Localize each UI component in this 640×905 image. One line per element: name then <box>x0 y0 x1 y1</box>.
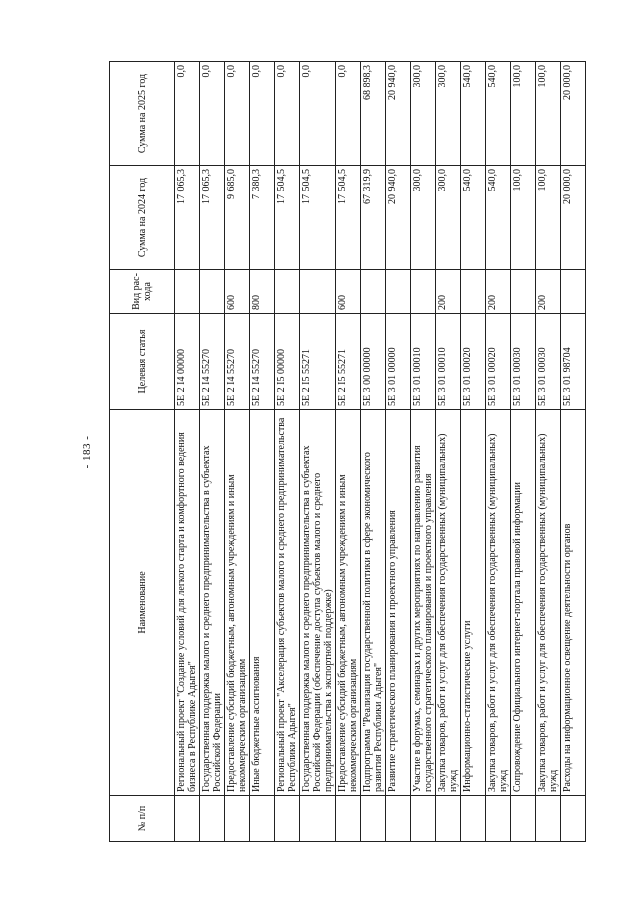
cell-num <box>511 796 536 842</box>
cell-type <box>275 270 300 314</box>
cell-sum-2025: 0,0 <box>336 62 361 166</box>
cell-type <box>386 270 411 314</box>
cell-sum-2025: 20 940,0 <box>386 62 411 166</box>
cell-type <box>411 270 436 314</box>
table-row <box>361 62 386 842</box>
cell-name: Государственная поддержка малого и среднего предпринимательства в субъектах Российской Федерации (обеспечение доступа субъектов малого и среднего предпринимательства к экспортной поддержке) <box>300 410 336 796</box>
cell-num <box>411 796 436 842</box>
cell-sum-2025: 20 000,0 <box>561 62 586 166</box>
cell-code: 5Е 3 01 00010 <box>436 314 461 410</box>
cell-sum-2024: 300,0 <box>411 166 436 270</box>
budget-table <box>109 61 586 842</box>
cell-sum-2024: 17 504,5 <box>336 166 361 270</box>
cell-name: Участие в форумах, семинарах и других мероприятиях по направлению развития государственного стратегического планирования и проектного управления <box>411 410 436 796</box>
cell-type <box>461 270 486 314</box>
cell-sum-2024: 9 685,0 <box>225 166 250 270</box>
cell-sum-2024: 100,0 <box>536 166 561 270</box>
cell-num <box>436 796 461 842</box>
cell-sum-2024: 17 065,3 <box>175 166 200 270</box>
cell-sum-2025: 68 898,3 <box>361 62 386 166</box>
cell-code: 5Е 3 01 00020 <box>486 314 511 410</box>
cell-sum-2024: 17 065,3 <box>200 166 225 270</box>
table-header-row <box>110 62 175 842</box>
cell-sum-2025: 0,0 <box>225 62 250 166</box>
table-row <box>336 62 361 842</box>
cell-sum-2025: 0,0 <box>175 62 200 166</box>
cell-type <box>300 270 336 314</box>
header-name: Наименование <box>110 410 175 796</box>
table-row <box>200 62 225 842</box>
cell-name: Закупка товаров, работ и услуг для обеспечения государственных (муниципальных) нужд <box>536 410 561 796</box>
cell-num <box>200 796 225 842</box>
header-type: Вид рас-хода <box>110 270 175 314</box>
cell-sum-2024: 540,0 <box>461 166 486 270</box>
table-row <box>225 62 250 842</box>
cell-num <box>336 796 361 842</box>
cell-sum-2024: 20 940,0 <box>386 166 411 270</box>
cell-type: 200 <box>436 270 461 314</box>
cell-code: 5Е 3 01 00020 <box>461 314 486 410</box>
table-row <box>300 62 336 842</box>
cell-name: Расходы на информационное освещение деятельности органов <box>561 410 586 796</box>
header-num: № п/п <box>110 796 175 842</box>
cell-num <box>175 796 200 842</box>
page-number: - 183 - <box>81 435 93 469</box>
cell-name: Региональный проект "Создание условий для легкого старта и комфортного ведения бизнеса в Республике Адыгея" <box>175 410 200 796</box>
cell-code: 5Е 2 I4 55270 <box>200 314 225 410</box>
cell-sum-2025: 540,0 <box>486 62 511 166</box>
cell-num <box>275 796 300 842</box>
cell-code: 5Е 2 I4 55270 <box>225 314 250 410</box>
cell-sum-2025: 0,0 <box>200 62 225 166</box>
rotated-page-content <box>81 62 573 842</box>
header-code: Целевая статья <box>110 314 175 410</box>
cell-sum-2024: 20 000,0 <box>561 166 586 270</box>
cell-code: 5Е 2 I4 55270 <box>250 314 275 410</box>
header-sum-2025: Сумма на 2025 год <box>110 62 175 166</box>
header-sum-2024: Сумма на 2024 год <box>110 166 175 270</box>
cell-sum-2025: 100,0 <box>536 62 561 166</box>
cell-num <box>486 796 511 842</box>
table-body <box>175 62 586 842</box>
cell-type: 200 <box>486 270 511 314</box>
cell-code: 5Е 3 01 00030 <box>511 314 536 410</box>
cell-type <box>175 270 200 314</box>
cell-num <box>461 796 486 842</box>
cell-type: 600 <box>225 270 250 314</box>
table-row <box>386 62 411 842</box>
cell-code: 5Е 2 I5 00000 <box>275 314 300 410</box>
cell-num <box>386 796 411 842</box>
table-row <box>536 62 561 842</box>
table-row <box>250 62 275 842</box>
cell-name: Сопровождение Официального интернет-портала правовой информации <box>511 410 536 796</box>
cell-sum-2024: 17 504,5 <box>300 166 336 270</box>
cell-sum-2024: 67 319,9 <box>361 166 386 270</box>
cell-num <box>225 796 250 842</box>
table-row <box>486 62 511 842</box>
cell-code: 5Е 3 01 98704 <box>561 314 586 410</box>
cell-name: Закупка товаров, работ и услуг для обеспечения государственных (муниципальных) нужд <box>486 410 511 796</box>
cell-sum-2024: 17 504,5 <box>275 166 300 270</box>
cell-name: Подпрограмма "Реализация государственной политики в сфере экономического развития Республики Адыгея" <box>361 410 386 796</box>
cell-name: Развитие стратегического планирования и проектного управления <box>386 410 411 796</box>
cell-code: 5Е 3 00 00000 <box>361 314 386 410</box>
cell-code: 5Е 2 I5 55271 <box>336 314 361 410</box>
cell-code: 5Е 2 I5 55271 <box>300 314 336 410</box>
cell-sum-2024: 540,0 <box>486 166 511 270</box>
cell-num <box>300 796 336 842</box>
cell-name: Закупка товаров, работ и услуг для обеспечения государственных (муниципальных) нужд <box>436 410 461 796</box>
cell-type: 200 <box>536 270 561 314</box>
cell-code: 5Е 3 01 00030 <box>536 314 561 410</box>
cell-sum-2024: 100,0 <box>511 166 536 270</box>
table-row <box>175 62 200 842</box>
cell-type: 800 <box>250 270 275 314</box>
cell-type <box>511 270 536 314</box>
table-row <box>561 62 586 842</box>
cell-num <box>561 796 586 842</box>
cell-sum-2024: 300,0 <box>436 166 461 270</box>
cell-num <box>250 796 275 842</box>
cell-name: Предоставление субсидий бюджетным, автономным учреждениям и иным некоммерческим организациям <box>225 410 250 796</box>
cell-name: Государственная поддержка малого и среднего предпринимательства в субъектах Российской Федерации <box>200 410 225 796</box>
cell-code: 5Е 3 01 00000 <box>386 314 411 410</box>
cell-sum-2025: 100,0 <box>511 62 536 166</box>
cell-sum-2024: 7 380,3 <box>250 166 275 270</box>
table-row <box>436 62 461 842</box>
cell-code: 5Е 3 01 00010 <box>411 314 436 410</box>
cell-sum-2025: 300,0 <box>411 62 436 166</box>
cell-num <box>361 796 386 842</box>
table-row <box>411 62 436 842</box>
cell-type <box>361 270 386 314</box>
cell-sum-2025: 0,0 <box>300 62 336 166</box>
cell-type <box>561 270 586 314</box>
cell-sum-2025: 300,0 <box>436 62 461 166</box>
cell-name: Предоставление субсидий бюджетным, автономным учреждениям и иным некоммерческим организациям <box>336 410 361 796</box>
cell-sum-2025: 0,0 <box>250 62 275 166</box>
cell-name: Информационно-статистические услуги <box>461 410 486 796</box>
cell-sum-2025: 0,0 <box>275 62 300 166</box>
cell-code: 5Е 2 I4 00000 <box>175 314 200 410</box>
cell-name: Региональный проект "Акселерация субъектов малого и среднего предпринимательства Республики Адыгея" <box>275 410 300 796</box>
cell-sum-2025: 540,0 <box>461 62 486 166</box>
cell-type: 600 <box>336 270 361 314</box>
cell-name: Иные бюджетные ассигнования <box>250 410 275 796</box>
table-row <box>275 62 300 842</box>
table-row <box>511 62 536 842</box>
cell-num <box>536 796 561 842</box>
cell-type <box>200 270 225 314</box>
table-row <box>461 62 486 842</box>
